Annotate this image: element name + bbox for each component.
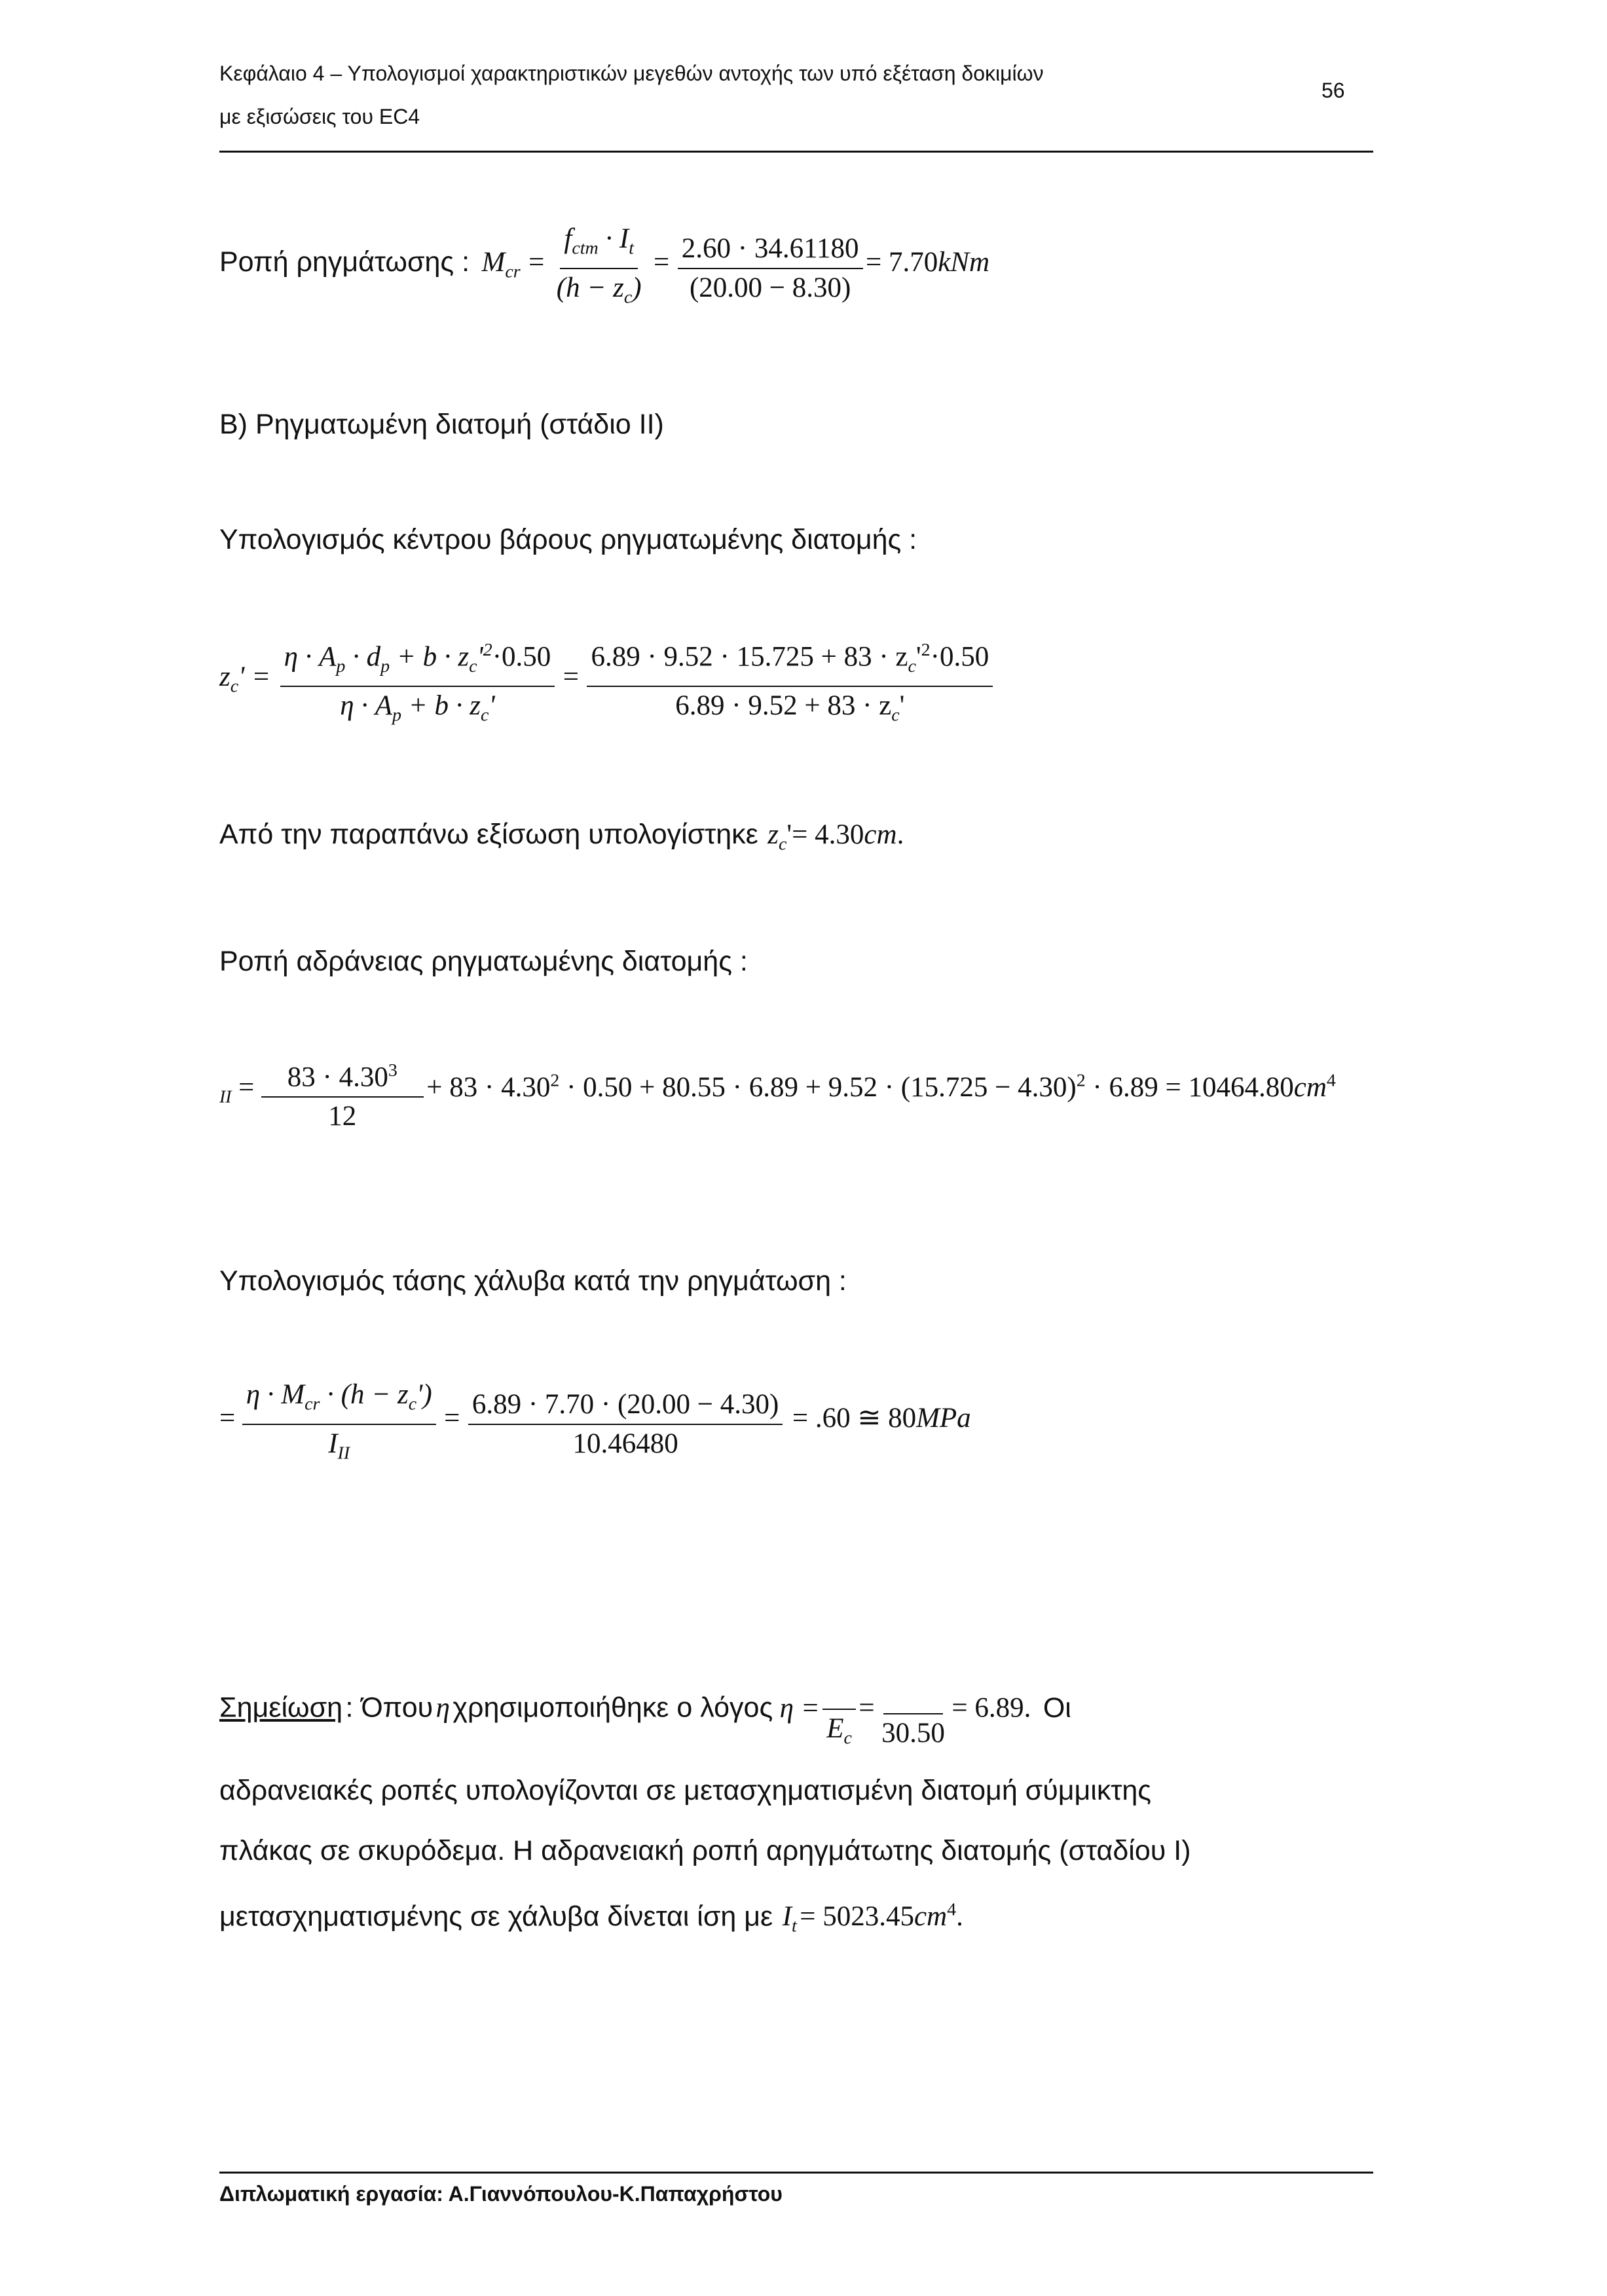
cracking-moment-result: = 7.70kNm (865, 246, 990, 278)
stress-symbolic-fraction: $\frac{\eta \cdot M_{cr} \cdot (h - z_c')}{I_{II}}$ (242, 1379, 436, 1470)
stress-equation: = $\frac{\eta \cdot M_{cr} \cdot (h - z_c')}{I_{II}}$ = $\frac{6.89 \cdot 7.70 \cdot (20.00 - 4.30)}{10.46480}$ = .60 ≅ 80MPa (219, 1379, 971, 1470)
ratio-numeric-fraction: 30.50 (877, 1678, 949, 1750)
footer-text: Διπλωματική εργασία: Α.Γιαννόπουλου-Κ.Παπαχρήστου (219, 2182, 783, 2206)
note-line3: πλάκας σε σκυρόδεμα. Η αδρανειακή ροπή αρηγμάτωτης διατομής (σταδίου Ι) (219, 1835, 1191, 1866)
inertia-label: Ροπή αδράνειας ρηγματωμένης διατομής : (219, 946, 748, 977)
centroid-symbolic-fraction: $\frac{\eta \cdot A_p \cdot d_p + b \cdot z_c'^2\cdot 0.50}{\eta \cdot A_p + b \cdot z_c'}$ (280, 634, 555, 732)
ratio-symbolic-fraction: $E_c$ (822, 1673, 856, 1755)
chapter-title-line2: με εξισώσεις του EC4 (219, 105, 420, 128)
centroid-numeric-fraction: $\frac{6.89 \cdot 9.52 \cdot 15.725 + 83 \cdot z_c'^2\cdot 0.50}{6.89 \cdot 9.52 + 83 \cdot z_c'}$ (587, 634, 993, 732)
footer-rule (219, 2172, 1373, 2174)
stress-label: Υπολογισμός τάσης χάλυβα κατά την ρηγμάτωση : (219, 1265, 847, 1297)
inertia-fraction: $\frac{83 \cdot 4.30^3}{12}$ (261, 1054, 424, 1133)
cracking-moment-symbolic-fraction: $\frac{f_{ctm} \cdot I_t}{(h - z_c)}$ (556, 223, 642, 308)
mcr-symbol: $M_{cr}$ (481, 246, 521, 282)
note-line2: αδρανειακές ροπές υπολογίζονται σε μετασχηματισμένη διατομή σύμμικτης (219, 1775, 1151, 1806)
chapter-title-line1: Κεφάλαιο 4 – Υπολογισμοί χαρακτηριστικών μεγεθών αντοχής των υπό εξέταση δοκιμίων (219, 62, 1044, 85)
page-number: 56 (1321, 79, 1345, 102)
centroid-label: Υπολογισμός κέντρου βάρους ρηγματωμένης διατομής : (219, 524, 917, 555)
note-line1: Σημείωση : Όπου η χρησιμοποιήθηκε ο λόγος η = $E_c$ = 30.50 = 6.89. Οι (219, 1673, 1373, 1755)
stress-numeric-fraction: $\frac{6.89 \cdot 7.70 \cdot (20.00 - 4.30)}{10.46480}$ (468, 1388, 783, 1460)
inertia-equation: $_{II}$ = $\frac{83 \cdot 4.30^3}{12}$ + $83 \cdot 4.30^2 \cdot 0.50 + 80.55 \cdot 6.89 + 9.52 \cdot (15.725 - 4.30)^2 \cdot 6.89 = 10464.80cm^4$ (219, 1054, 1336, 1133)
centroid-equation: $z_c'$ = $\frac{\eta \cdot A_p \cdot d_p + b \cdot z_c'^2\cdot 0.50}{\eta \cdot A_p + b \cdot z_c'}$ = $\frac{6.89 \cdot 9.52 \cdot 15.725 + 83 \cdot z_c'^2\cdot 0.50}{6.89 \cdot 9.52 + 83 \cdot z_c'}$ (219, 634, 993, 732)
centroid-result-line: Από την παραπάνω εξίσωση υπολογίστηκε $z_c'= 4.30cm$. (219, 819, 904, 855)
cracking-moment-label: Ροπή ρηγμάτωσης : (219, 246, 470, 278)
header-rule (219, 151, 1373, 153)
cracking-moment-equation: Ροπή ρηγμάτωσης : $M_{cr}$ = $\frac{f_{ctm} \cdot I_t}{(h - z_c)}$ = $\frac{2.60 \cdot 34.61180}{(20.00 - 8.30)}$ = 7.70kNm (219, 223, 989, 314)
section-b-title: Β) Ρηγματωμένη διατομή (στάδιο ΙΙ) (219, 409, 664, 440)
cracking-moment-numeric-fraction: $\frac{2.60 \cdot 34.61180}{(20.00 - 8.30)}$ (678, 232, 863, 305)
note-label: Σημείωση (219, 1692, 343, 1724)
note-line4: μετασχηματισμένης σε χάλυβα δίνεται ίση με $I_t = 5023.45cm^4$. (219, 1900, 963, 1936)
